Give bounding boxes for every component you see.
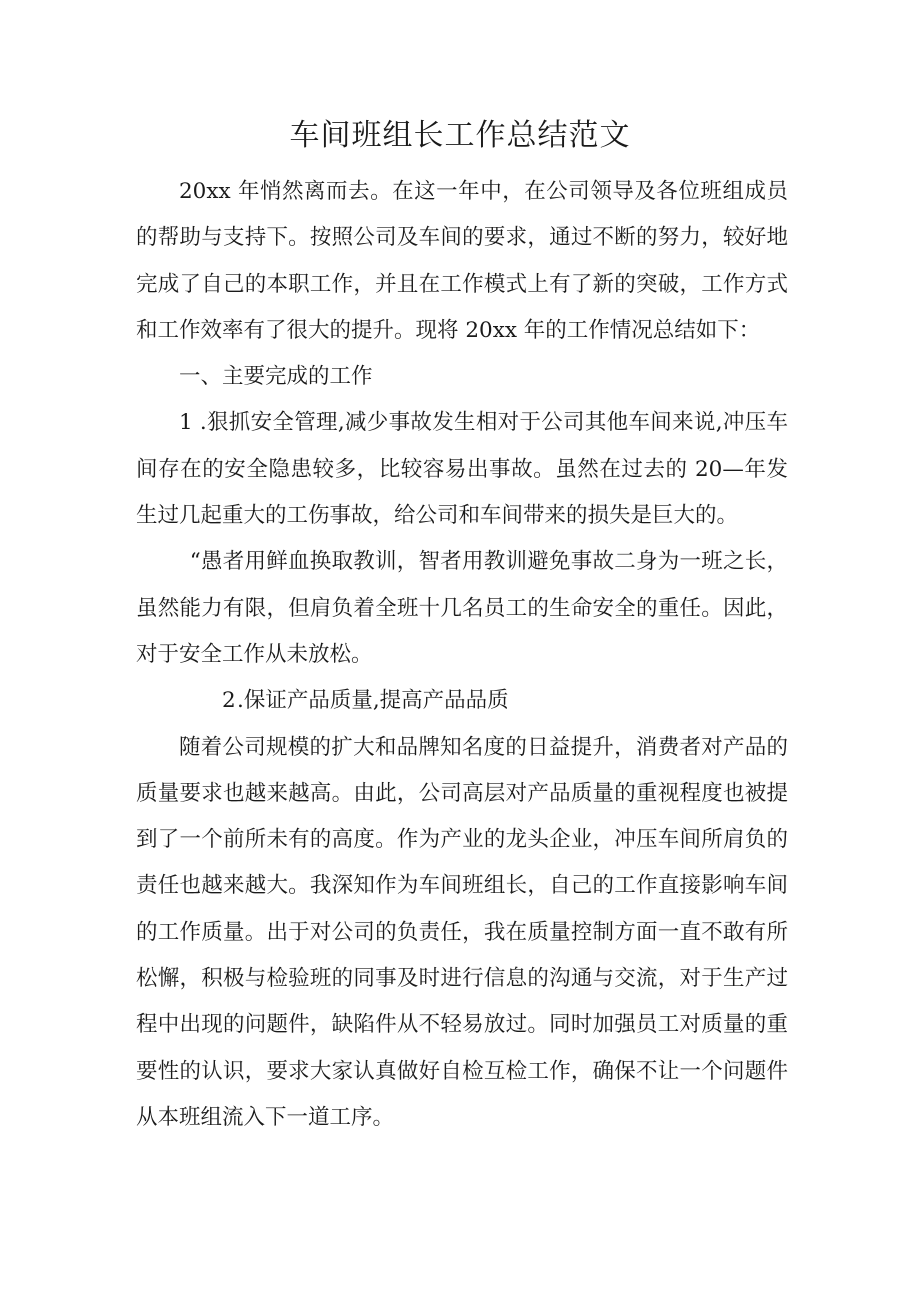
item-heading-quality [136, 678, 788, 724]
document-body [136, 169, 788, 1141]
paragraph-intro: 20xx 年悄然离而去。在这一年中，在公司领导及各位班组成员的帮助与支持下。按照公司及车间的要求，通过不断的努力，较好地完成了自己的本职工作，并且在工作模式上有了新的突破，工作方式和工作效率有了很大的提升。现将 20xx 年的工作情况总结如下： [136, 179, 788, 343]
item-heading-text: .保证产品质量,提高产品品质 [237, 688, 509, 714]
section-heading-main-work: 一、主要完成的工作 [179, 364, 373, 390]
paragraph-safety-management: 1 .狠抓安全管理,减少事故发生相对于公司其他车间来说,冲压车间存在的安全隐患较多，比较容易出事故。虽然在过去的 20—年发生过几起重大的工伤事故，给公司和车间带来的损失是巨大的。 [136, 410, 788, 529]
item-number: 2 [222, 688, 236, 714]
paragraph-safety-quote: “愚者用鲜血换取教训，智者用教训避免事故二身为一班之长，虽然能力有限，但肩负着全班十几名员工的生命安全的重任。因此，对于安全工作从未放松。 [136, 549, 788, 667]
document-title: 车间班组长工作总结范文 [289, 118, 631, 153]
paragraph-quality: 随着公司规模的扩大和品牌知名度的日益提升，消费者对产品的质量要求也越来越高。由此，公司高层对产品质量的重视程度也被提到了一个前所未有的高度。作为产业的龙头企业，冲压车间所肩负的责任也越来越大。我深知作为车间班组长，自己的工作直接影响车间的工作质量。出于对公司的负责任，我在质量控制方面一直不敢有所松懈，积极与检验班的同事及时进行信息的沟通与交流，对于生产过程中出现的问题件，缺陷件从不轻易放过。同时加强员工对质量的重要性的认识，要求大家认真做好自检互检工作，确保不让一个问题件从本班组流入下一道工序。 [136, 734, 788, 1130]
